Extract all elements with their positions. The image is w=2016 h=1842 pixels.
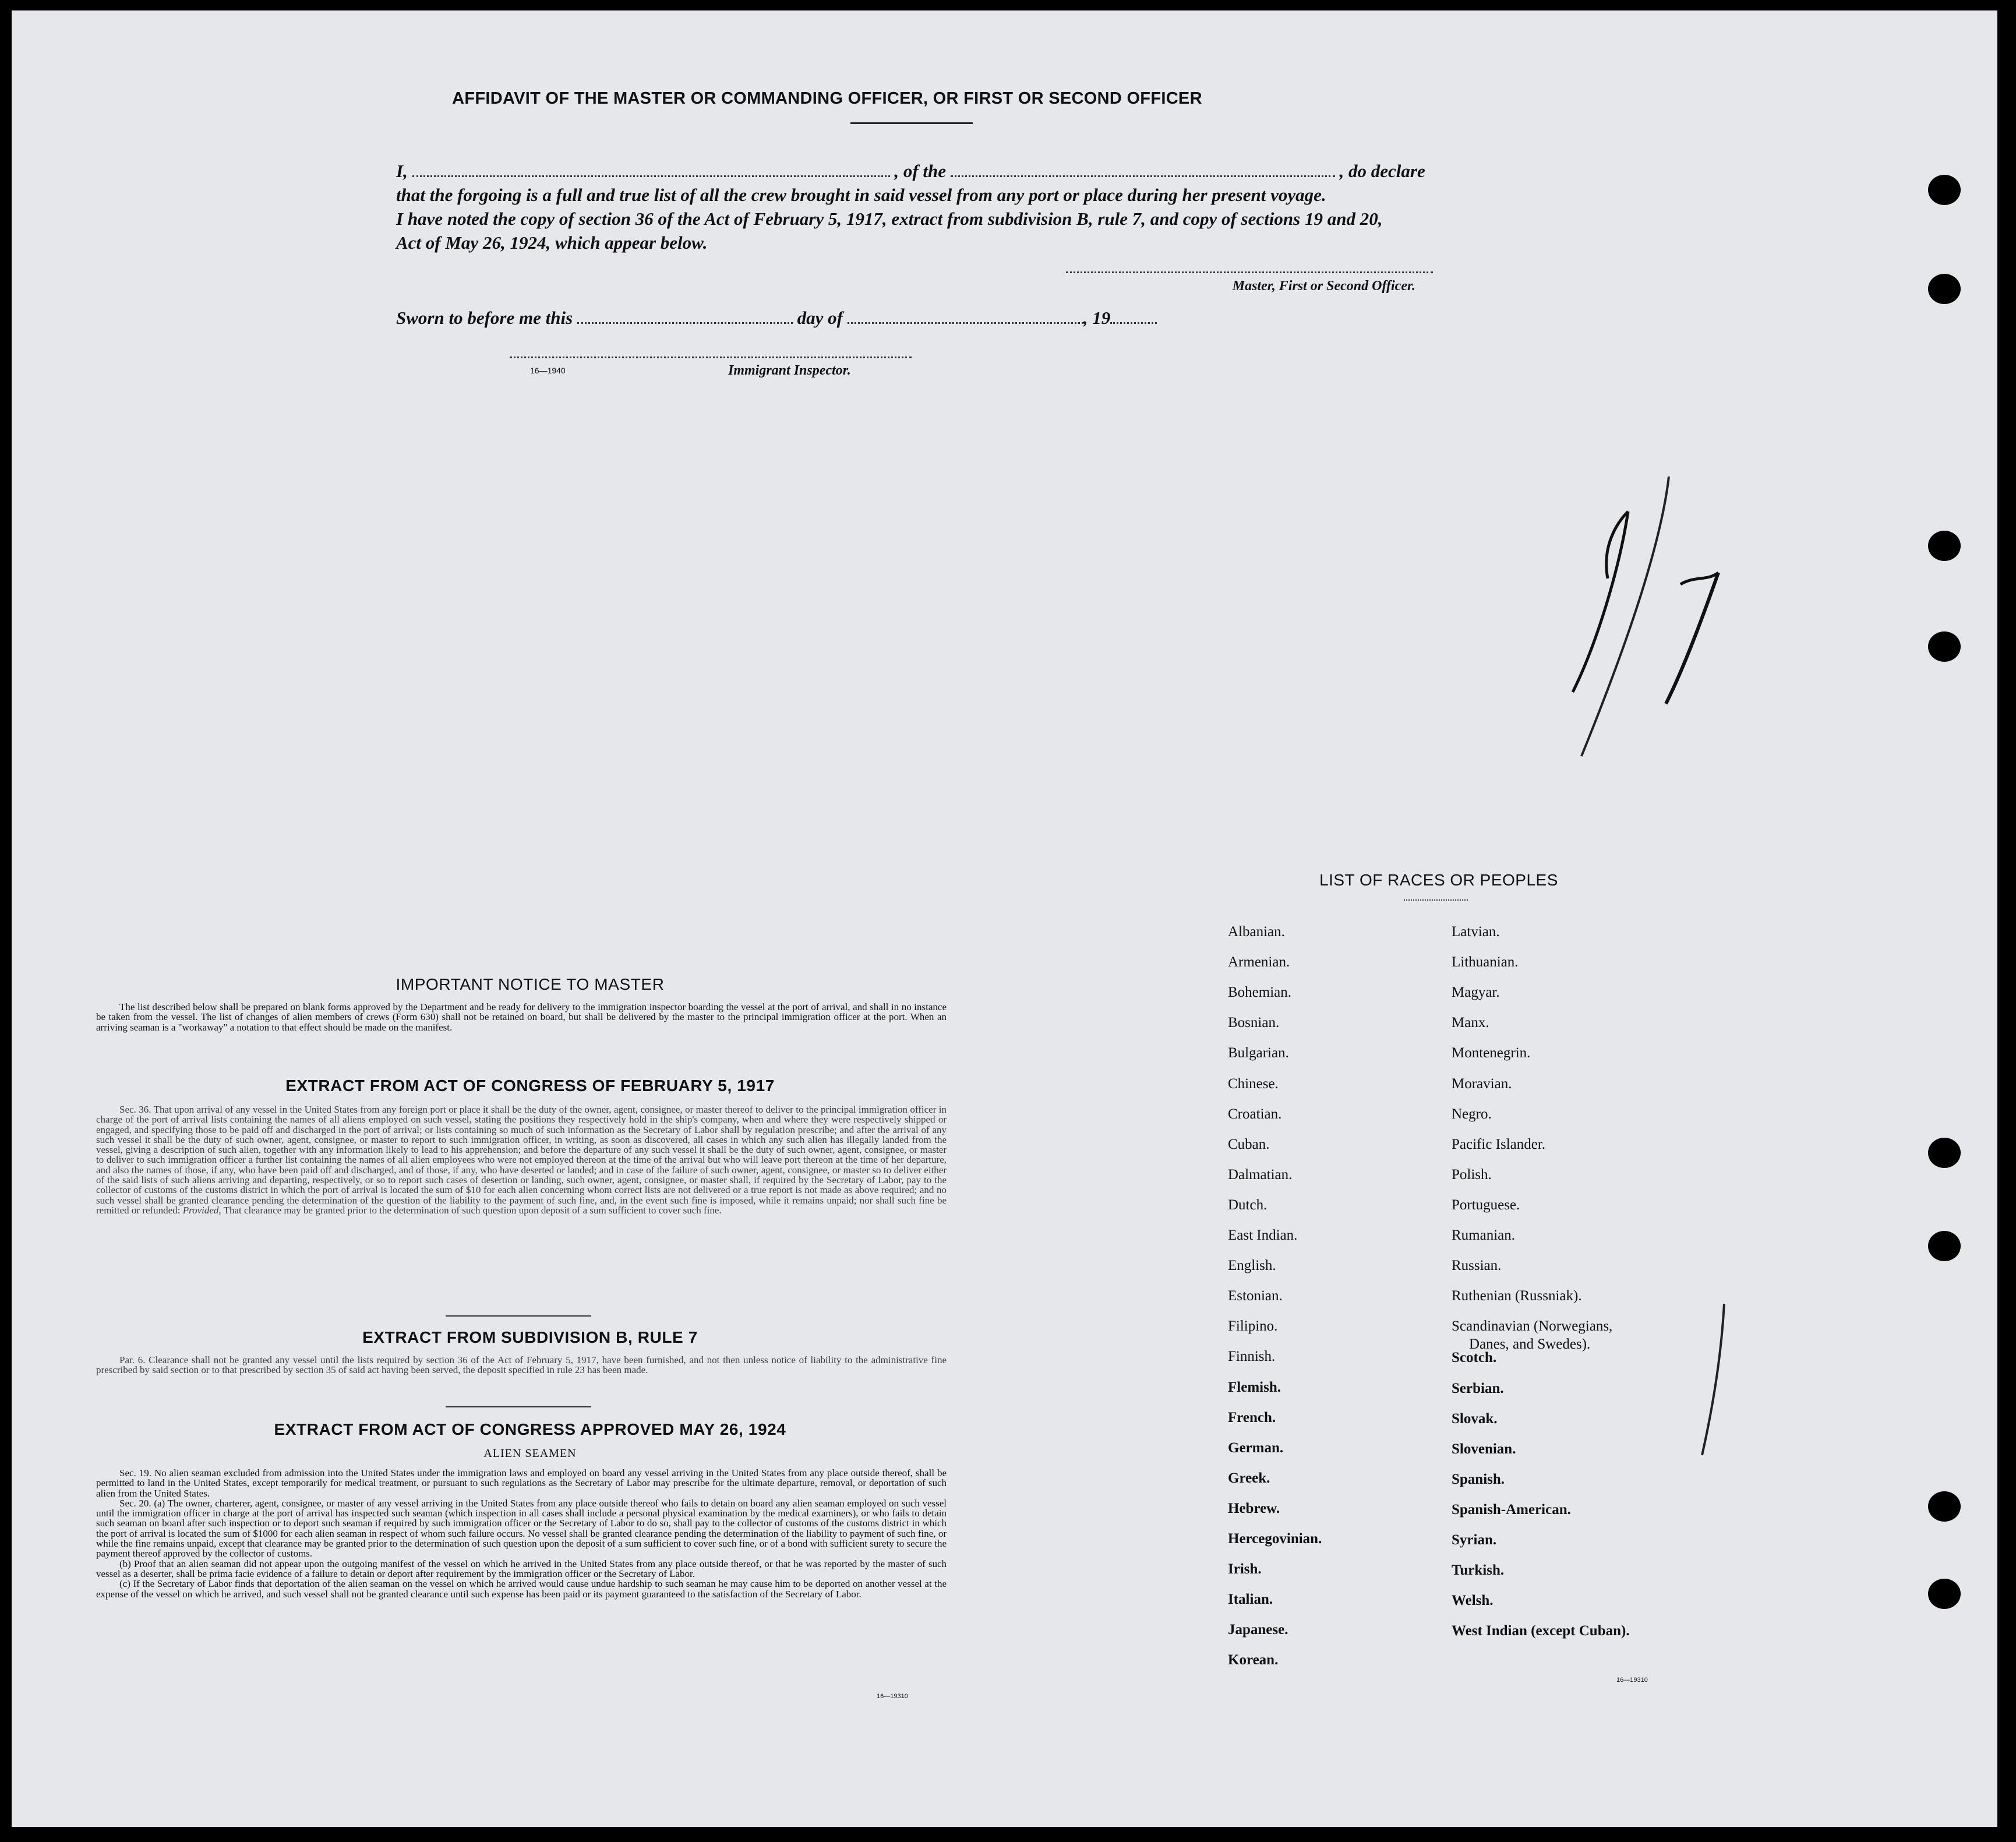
race-item: Croatian.: [1228, 1106, 1282, 1122]
inspector-caption: Immigrant Inspector.: [728, 363, 851, 378]
races-form-number: 16—19310: [1616, 1677, 1648, 1684]
race-item: Syrian.: [1452, 1532, 1497, 1548]
divider: [446, 1406, 591, 1407]
day-of-label: day of: [797, 308, 843, 328]
affidavit-line-2: that the forgoing is a full and true list of all the crew brought in said vessel from any port or place during her present voyage.: [396, 185, 1326, 205]
race-item: Welsh.: [1452, 1593, 1494, 1609]
inspector-form-number: 16—1940: [530, 366, 566, 375]
race-item: Pacific Islander.: [1452, 1136, 1546, 1152]
race-item: Scandinavian (Norwegians,: [1452, 1318, 1613, 1335]
race-item: Korean.: [1228, 1652, 1279, 1668]
day-blank[interactable]: [577, 311, 793, 324]
alien-seamen-subtitle: ALIEN SEAMEN: [483, 1447, 577, 1460]
signature-caption: Master, First or Second Officer.: [1232, 278, 1415, 294]
race-item: French.: [1228, 1409, 1276, 1425]
race-item: Portuguese.: [1452, 1197, 1520, 1213]
section-19: Sec. 19. No alien seaman excluded from admission into the United States under the immigration laws and employed on board any vessel arriving in the United States from any place outside thereof, shall be permitted to land in the United States, except temporarily for medical treatment, or pursuant to such regulations as the Secretary of Labor may prescribe for the ultimate departure, removal, or deportation of such alien from the United States.: [96, 1467, 947, 1499]
affidavit-text: [396, 159, 1462, 255]
divider: [446, 1315, 591, 1317]
binder-hole: [1928, 531, 1961, 561]
section-20c: (c) If the Secretary of Labor finds that deportation of the alien seaman on the vessel on which he arrived would cause undue hardship to such seaman he may cause him to be deported on another vessel at the expense of the vessel on which he arrived, and such vessel shall not be granted clearance until such expense has been paid or its payment guaranteed to the satisfaction of the Secretary of Labor.: [96, 1578, 947, 1600]
handwritten-stroke-icon: [1695, 1298, 1730, 1461]
vessel-blank[interactable]: [951, 164, 1335, 177]
race-item: Turkish.: [1452, 1562, 1505, 1579]
race-item: Montenegrin.: [1452, 1045, 1531, 1061]
name-blank[interactable]: [412, 164, 890, 177]
race-item: Negro.: [1452, 1106, 1492, 1122]
race-item: Hebrew.: [1228, 1500, 1280, 1516]
race-item: Ruthenian (Russniak).: [1452, 1288, 1582, 1304]
race-item: Spanish.: [1452, 1471, 1505, 1487]
year-label: , 19: [1083, 308, 1111, 328]
races-title: LIST OF RACES OR PEOPLES: [1319, 871, 1558, 889]
title-rule: [850, 122, 973, 124]
extract-1917-text: Sec. 36. That upon arrival of any vessel in the United States from any foreign port or place it shall be the duty of the owner, agent, consignee, or master thereof to deliver to the principal immigration officer in charge of the port of arrival lists containing the names of all aliens employed on such vessel, stating the positions they respectively hold in the ship's company, when and where they were respectively shipped or engaged, and specifying those to be paid off and discharged in the port of arrival; or lists containing so much of such information as the Secretary of Labor shall by regulation prescribe; and after the arrival of any such vessel it shall be the duty of such owner, agent, consignee, or master to report to such immigration officer, in writing, as soon as discovered, all cases in which any such alien has illegally landed from the vessel, giving a description of such alien, together with any information likely to lead to his apprehension; and before the departure of any such vessel it shall be the duty of such owner, agent, consignee, or master to deliver to such immigration officer a further list containing the names of all alien employees who were not employed thereon at the time of the arrival but who will leave port thereon at the time of her departure, and also the names of those, if any, who have been paid off and discharged, and of those, if any, who have deserted or landed; and in case of the failure of such owner, agent, consignee, or master so to deliver either of the said lists of such aliens arriving and departing, respectively, or so to report such cases of desertion or landing, such owner, agent, consignee, or master shall, if required by the Secretary of Labor, pay to the collector of customs of the customs district in which the port of arrival is located the sum of $10 for each alien concerning whom correct lists are not delivered or a true report is not made as above required; and no such vessel shall be granted clearance pending the determination of the question of the liability to the payment of such fine, and, in the event such fine is imposed, while it remains unpaid; nor shall such fine be remitted or refunded: Provided, That clearance may be granted prior to the determination of such question upon deposit of a sum sufficient to cover such fine.: [96, 1104, 947, 1216]
sworn-label: Sworn to before me this: [396, 308, 573, 328]
extract-1924-text: [96, 1468, 947, 1599]
i-label: I,: [396, 161, 408, 181]
race-item: Albanian.: [1228, 924, 1285, 940]
binder-hole: [1928, 1138, 1961, 1168]
race-item: West Indian (except Cuban).: [1452, 1623, 1630, 1639]
race-item: Lithuanian.: [1452, 954, 1519, 971]
race-item: Filipino.: [1228, 1318, 1278, 1335]
race-item: English.: [1228, 1258, 1276, 1274]
signature-line[interactable]: [1066, 271, 1433, 273]
affidavit-title: AFFIDAVIT OF THE MASTER OR COMMANDING OFFICER, OR FIRST OR SECOND OFFICER: [452, 89, 1202, 108]
race-item: Hercegovinian.: [1228, 1531, 1322, 1547]
extract-1924-title: EXTRACT FROM ACT OF CONGRESS APPROVED MAY 26, 1924: [274, 1420, 786, 1438]
rule7-title: EXTRACT FROM SUBDIVISION B, RULE 7: [362, 1328, 698, 1346]
do-declare-label: , do declare: [1339, 161, 1425, 181]
binder-hole: [1928, 274, 1961, 304]
sworn-line: [396, 308, 1157, 329]
race-item: Rumanian.: [1452, 1227, 1516, 1243]
section-20b: (b) Proof that an alien seaman did not appear upon the outgoing manifest of the vessel on which he arrived in the United States from any place outside thereof, or that he was reported by the master of such vessel as a deserter, shall be prima facie evidence of a failure to detain or deport after requirement by the immigration officer or the Secretary of Labor.: [96, 1558, 947, 1579]
race-item: Danes, and Swedes).: [1469, 1336, 1591, 1353]
race-item: Estonian.: [1228, 1288, 1283, 1304]
race-item: Spanish-American.: [1452, 1501, 1571, 1518]
race-item: Latvian.: [1452, 924, 1500, 940]
race-item: Italian.: [1228, 1592, 1273, 1608]
race-item: Bulgarian.: [1228, 1045, 1289, 1061]
race-item: Moravian.: [1452, 1075, 1512, 1092]
race-item: Japanese.: [1228, 1622, 1288, 1638]
races-rule: [1404, 899, 1468, 901]
section-20a: Sec. 20. (a) The owner, charterer, agent, consignee, or master of any vessel arriving in the United States from any place outside thereof who fails to detain on board any alien seaman employed on such vessel until the immigration officer in charge at the port of arrival has inspected such seaman (which inspection in all cases shall include a personal physical examination by the medical examiners), or who fails to detain such seaman on board after such inspection or to deport such seaman if required by such immigration officer or the Secretary of Labor to do so, shall pay to the collector of customs of the customs district in which the port of arrival is located the sum of $1000 for each alien seaman in respect of whom such failure occurs. No vessel shall be granted clearance pending the determination of the liability to payment of such fine, or while the fine remains unpaid, except that clearance may be granted prior to the determination of such question upon the deposit of a sum sufficient to cover such fine, or of a bond with sufficient surety to secure the payment thereof approved by the collector of customs.: [96, 1497, 947, 1559]
race-item: Dutch.: [1228, 1197, 1267, 1213]
document-page: [12, 10, 1997, 1827]
race-item: Bosnian.: [1228, 1015, 1280, 1031]
race-item: Slovak.: [1452, 1410, 1498, 1427]
extract-form-number: 16—19310: [877, 1693, 908, 1700]
binder-hole: [1928, 631, 1961, 662]
race-item: Greek.: [1228, 1470, 1270, 1486]
extract-1917-title: EXTRACT FROM ACT OF CONGRESS OF FEBRUARY 5, 1917: [285, 1077, 775, 1095]
notice-title: IMPORTANT NOTICE TO MASTER: [396, 975, 665, 993]
race-item: Dalmatian.: [1228, 1166, 1293, 1183]
binder-hole: [1928, 1491, 1961, 1522]
race-item: Chinese.: [1228, 1075, 1279, 1092]
year-blank[interactable]: [1110, 311, 1157, 324]
race-item: Serbian.: [1452, 1380, 1504, 1396]
race-item: Russian.: [1452, 1258, 1502, 1274]
race-item: German.: [1228, 1439, 1284, 1456]
race-item: Flemish.: [1228, 1379, 1281, 1395]
race-item: Armenian.: [1228, 954, 1290, 971]
affidavit-line-1: [396, 159, 1462, 183]
rule7-text: Par. 6. Clearance shall not be granted any vessel until the lists required by section 36 of the Act of February 5, 1917, have been furnished, and not then unless notice of liability to the administrative fine prescribed by said section or to that prescribed by section 35 of said act having been served, the deposit specified in rule 23 has been made.: [96, 1354, 947, 1376]
inspector-signature-line[interactable]: [510, 357, 912, 358]
handwritten-mark-icon: [1526, 453, 1788, 779]
affidavit-line-3: I have noted the copy of section 36 of the Act of February 5, 1917, extract from subdivision B, rule 7, and copy of sections 19 and 20,: [396, 209, 1383, 229]
race-item: Scotch.: [1452, 1350, 1497, 1366]
race-item: Cuban.: [1228, 1136, 1270, 1152]
affidavit-line-4: Act of May 26, 1924, which appear below.: [396, 232, 708, 253]
race-item: Manx.: [1452, 1015, 1489, 1031]
month-blank[interactable]: [848, 311, 1083, 324]
race-item: Polish.: [1452, 1166, 1492, 1183]
binder-hole: [1928, 175, 1961, 205]
binder-hole: [1928, 1579, 1961, 1609]
race-item: Slovenian.: [1452, 1441, 1516, 1457]
race-item: East Indian.: [1228, 1227, 1298, 1243]
race-item: Finnish.: [1228, 1349, 1276, 1365]
race-item: Magyar.: [1452, 984, 1500, 1001]
race-item: Bohemian.: [1228, 984, 1292, 1001]
of-the-label: , of the: [894, 161, 947, 181]
race-item: Irish.: [1228, 1561, 1262, 1578]
binder-hole: [1928, 1231, 1961, 1261]
notice-text: The list described below shall be prepared on blank forms approved by the Department and be ready for delivery to the immigration inspector boarding the vessel at the port of arrival, and shall in no instance be taken from the vessel. The list of changes of alien members of crews (Form 630) shall not be retained on board, but shall be delivered by the master to the principal immigration officer at the port. When an arriving seaman is a "workaway" a notation to that effect should be made on the manifest.: [96, 1001, 947, 1033]
